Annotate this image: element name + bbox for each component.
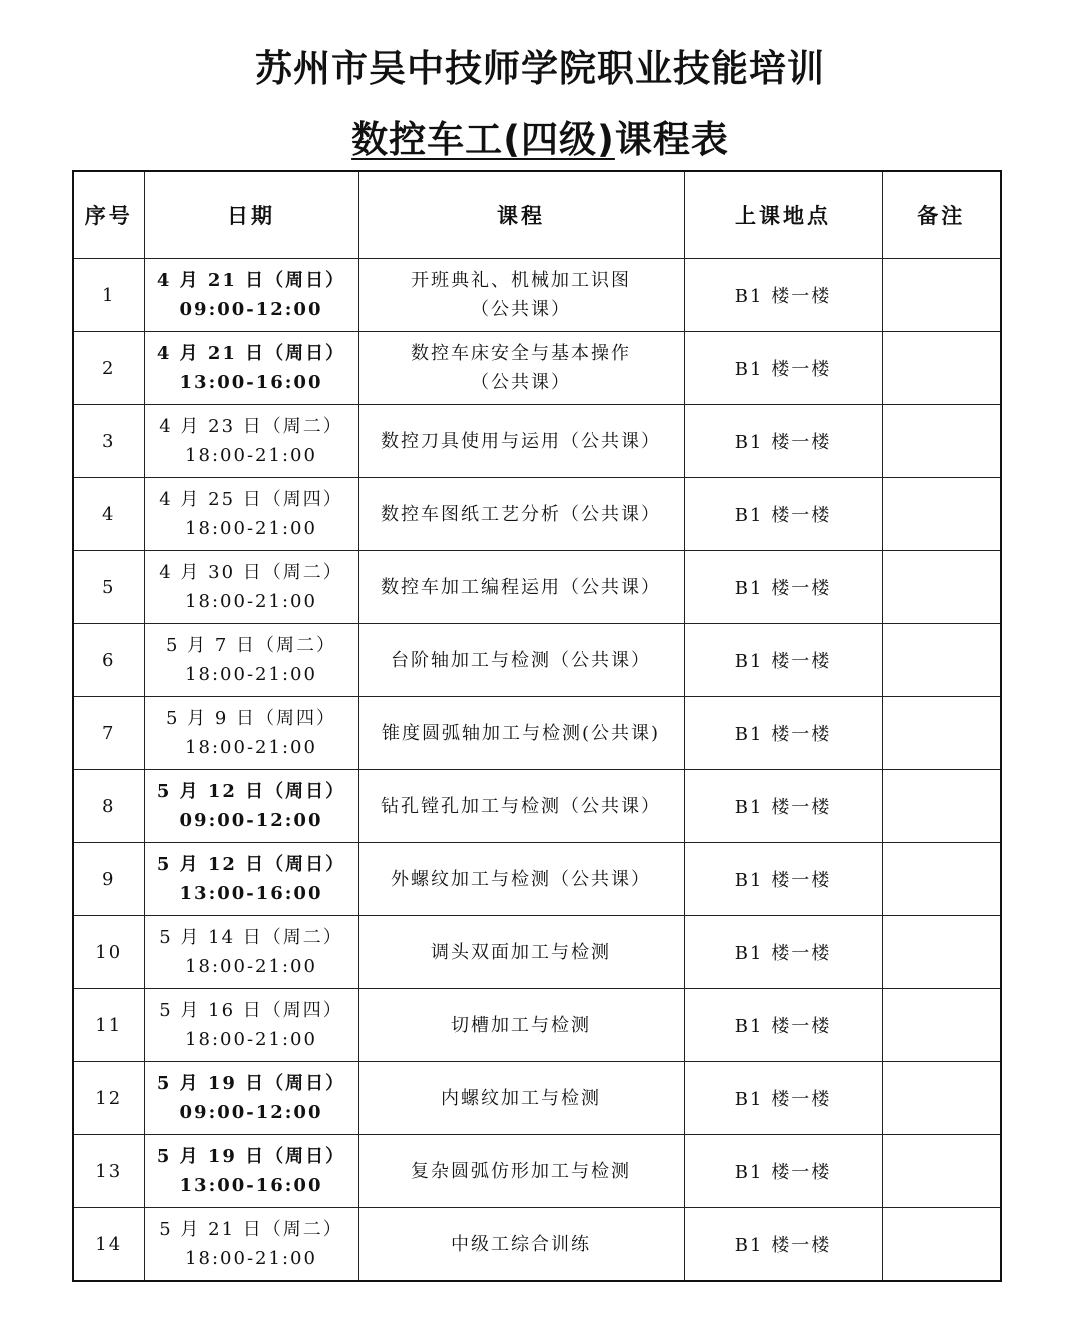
course-text: 台阶轴加工与检测（公共课） bbox=[391, 649, 651, 671]
course-text: 开班典礼、机械加工识图 bbox=[411, 270, 631, 291]
time-text: 18:00-21:00 bbox=[185, 1248, 317, 1269]
date-text: 4 月 21 日（周日） bbox=[156, 343, 346, 364]
date-text: 5 月 19 日（周日） bbox=[156, 1073, 346, 1094]
course-text: 外螺纹加工与检测（公共课） bbox=[391, 868, 651, 890]
date-text: 5 月 14 日（周二） bbox=[159, 927, 343, 948]
row-course bbox=[358, 770, 684, 843]
row-course bbox=[358, 259, 684, 332]
table-row bbox=[73, 843, 1001, 916]
date-text: 5 月 12 日（周日） bbox=[156, 854, 346, 875]
table-row bbox=[73, 405, 1001, 478]
course-text: 钻孔镗孔加工与检测（公共课） bbox=[381, 795, 661, 817]
table-row bbox=[73, 332, 1001, 405]
row-number: 3 bbox=[73, 405, 144, 478]
row-remark bbox=[882, 989, 1001, 1062]
row-remark bbox=[882, 332, 1001, 405]
time-text: 09:00-12:00 bbox=[179, 299, 323, 320]
document-title: 苏州市吴中技师学院职业技能培训 bbox=[255, 47, 825, 90]
row-date bbox=[144, 1208, 358, 1282]
row-number: 13 bbox=[73, 1135, 144, 1208]
row-date bbox=[144, 1135, 358, 1208]
table-row bbox=[73, 1135, 1001, 1208]
row-date bbox=[144, 989, 358, 1062]
header-date: 日期 bbox=[144, 171, 358, 259]
row-date bbox=[144, 551, 358, 624]
time-text: 13:00-16:00 bbox=[179, 1175, 323, 1196]
row-number: 1 bbox=[73, 259, 144, 332]
header-location: 上课地点 bbox=[684, 171, 882, 259]
course-text: 数控车图纸工艺分析（公共课） bbox=[381, 503, 661, 525]
row-date bbox=[144, 624, 358, 697]
course-note: （公共课） bbox=[471, 372, 571, 393]
header-no: 序号 bbox=[73, 171, 144, 259]
table-row bbox=[73, 1208, 1001, 1282]
row-date bbox=[144, 332, 358, 405]
row-remark bbox=[882, 405, 1001, 478]
row-location: B1 楼一楼 bbox=[684, 770, 882, 843]
date-text: 5 月 19 日（周日） bbox=[156, 1146, 346, 1167]
row-remark bbox=[882, 1062, 1001, 1135]
time-text: 18:00-21:00 bbox=[185, 664, 317, 685]
document-subtitle bbox=[0, 118, 1080, 161]
row-remark bbox=[882, 1208, 1001, 1282]
course-text: 内螺纹加工与检测 bbox=[441, 1087, 601, 1109]
date-text: 5 月 16 日（周四） bbox=[159, 1000, 343, 1021]
row-date bbox=[144, 1062, 358, 1135]
header-course: 课程 bbox=[358, 171, 684, 259]
row-location: B1 楼一楼 bbox=[684, 916, 882, 989]
time-text: 09:00-12:00 bbox=[179, 1102, 323, 1123]
course-schedule-table bbox=[72, 170, 1002, 1282]
row-number: 11 bbox=[73, 989, 144, 1062]
row-location: B1 楼一楼 bbox=[684, 1062, 882, 1135]
date-text: 4 月 23 日（周二） bbox=[159, 416, 343, 437]
row-remark bbox=[882, 551, 1001, 624]
table-row bbox=[73, 551, 1001, 624]
date-text: 4 月 30 日（周二） bbox=[159, 562, 343, 583]
row-remark bbox=[882, 916, 1001, 989]
row-remark bbox=[882, 843, 1001, 916]
table-row bbox=[73, 478, 1001, 551]
date-text: 5 月 9 日（周四） bbox=[165, 708, 337, 729]
row-date bbox=[144, 259, 358, 332]
row-location: B1 楼一楼 bbox=[684, 1135, 882, 1208]
date-text: 4 月 25 日（周四） bbox=[159, 489, 343, 510]
row-course bbox=[358, 332, 684, 405]
course-text: 切槽加工与检测 bbox=[451, 1014, 591, 1036]
table-row bbox=[73, 1062, 1001, 1135]
row-course bbox=[358, 551, 684, 624]
row-location: B1 楼一楼 bbox=[684, 551, 882, 624]
time-text: 18:00-21:00 bbox=[185, 591, 317, 612]
row-course bbox=[358, 989, 684, 1062]
course-text: 数控车加工编程运用（公共课） bbox=[381, 576, 661, 598]
table-row bbox=[73, 916, 1001, 989]
date-text: 5 月 12 日（周日） bbox=[156, 781, 346, 802]
row-location: B1 楼一楼 bbox=[684, 624, 882, 697]
row-location: B1 楼一楼 bbox=[684, 332, 882, 405]
row-course bbox=[358, 1135, 684, 1208]
row-location: B1 楼一楼 bbox=[684, 989, 882, 1062]
row-course bbox=[358, 624, 684, 697]
time-text: 13:00-16:00 bbox=[179, 372, 323, 393]
row-remark bbox=[882, 478, 1001, 551]
row-location: B1 楼一楼 bbox=[684, 697, 882, 770]
course-text: 数控车床安全与基本操作 bbox=[411, 343, 631, 364]
course-text: 调头双面加工与检测 bbox=[431, 941, 611, 963]
row-remark bbox=[882, 697, 1001, 770]
date-text: 5 月 7 日（周二） bbox=[165, 635, 337, 656]
row-location: B1 楼一楼 bbox=[684, 405, 882, 478]
date-text: 5 月 21 日（周二） bbox=[159, 1219, 343, 1240]
row-number: 10 bbox=[73, 916, 144, 989]
time-text: 18:00-21:00 bbox=[185, 956, 317, 977]
row-date bbox=[144, 843, 358, 916]
table-row bbox=[73, 624, 1001, 697]
row-location: B1 楼一楼 bbox=[684, 478, 882, 551]
row-course bbox=[358, 697, 684, 770]
row-location: B1 楼一楼 bbox=[684, 259, 882, 332]
row-course bbox=[358, 405, 684, 478]
row-course bbox=[358, 478, 684, 551]
row-location: B1 楼一楼 bbox=[684, 843, 882, 916]
table-row bbox=[73, 697, 1001, 770]
row-number: 7 bbox=[73, 697, 144, 770]
row-course bbox=[358, 843, 684, 916]
time-text: 18:00-21:00 bbox=[185, 445, 317, 466]
row-course bbox=[358, 1208, 684, 1282]
row-number: 9 bbox=[73, 843, 144, 916]
row-location: B1 楼一楼 bbox=[684, 1208, 882, 1282]
course-note: （公共课） bbox=[471, 299, 571, 320]
course-text: 数控刀具使用与运用（公共课） bbox=[381, 430, 661, 452]
row-date bbox=[144, 916, 358, 989]
row-number: 14 bbox=[73, 1208, 144, 1282]
row-date bbox=[144, 697, 358, 770]
table-row bbox=[73, 989, 1001, 1062]
row-course bbox=[358, 916, 684, 989]
course-text: 复杂圆弧仿形加工与检测 bbox=[411, 1160, 631, 1182]
subtitle-rest: 课程表 bbox=[614, 118, 729, 161]
row-course bbox=[358, 1062, 684, 1135]
header-remark: 备注 bbox=[882, 171, 1001, 259]
time-text: 13:00-16:00 bbox=[179, 883, 323, 904]
row-number: 6 bbox=[73, 624, 144, 697]
table-header-row bbox=[73, 171, 1001, 259]
time-text: 18:00-21:00 bbox=[185, 737, 317, 758]
time-text: 09:00-12:00 bbox=[179, 810, 323, 831]
date-text: 4 月 21 日（周日） bbox=[156, 270, 346, 291]
row-number: 2 bbox=[73, 332, 144, 405]
row-remark bbox=[882, 1135, 1001, 1208]
row-date bbox=[144, 770, 358, 843]
row-number: 8 bbox=[73, 770, 144, 843]
row-date bbox=[144, 405, 358, 478]
time-text: 18:00-21:00 bbox=[185, 1029, 317, 1050]
row-date bbox=[144, 478, 358, 551]
row-number: 4 bbox=[73, 478, 144, 551]
table-row bbox=[73, 770, 1001, 843]
row-remark bbox=[882, 624, 1001, 697]
row-remark bbox=[882, 259, 1001, 332]
table-row bbox=[73, 259, 1001, 332]
course-text: 锥度圆弧轴加工与检测(公共课) bbox=[381, 722, 661, 744]
subtitle-underlined: 数控车工(四级) bbox=[351, 118, 615, 161]
row-number: 12 bbox=[73, 1062, 144, 1135]
time-text: 18:00-21:00 bbox=[185, 518, 317, 539]
row-number: 5 bbox=[73, 551, 144, 624]
row-remark bbox=[882, 770, 1001, 843]
table-body bbox=[73, 259, 1001, 1282]
course-text: 中级工综合训练 bbox=[451, 1233, 591, 1255]
